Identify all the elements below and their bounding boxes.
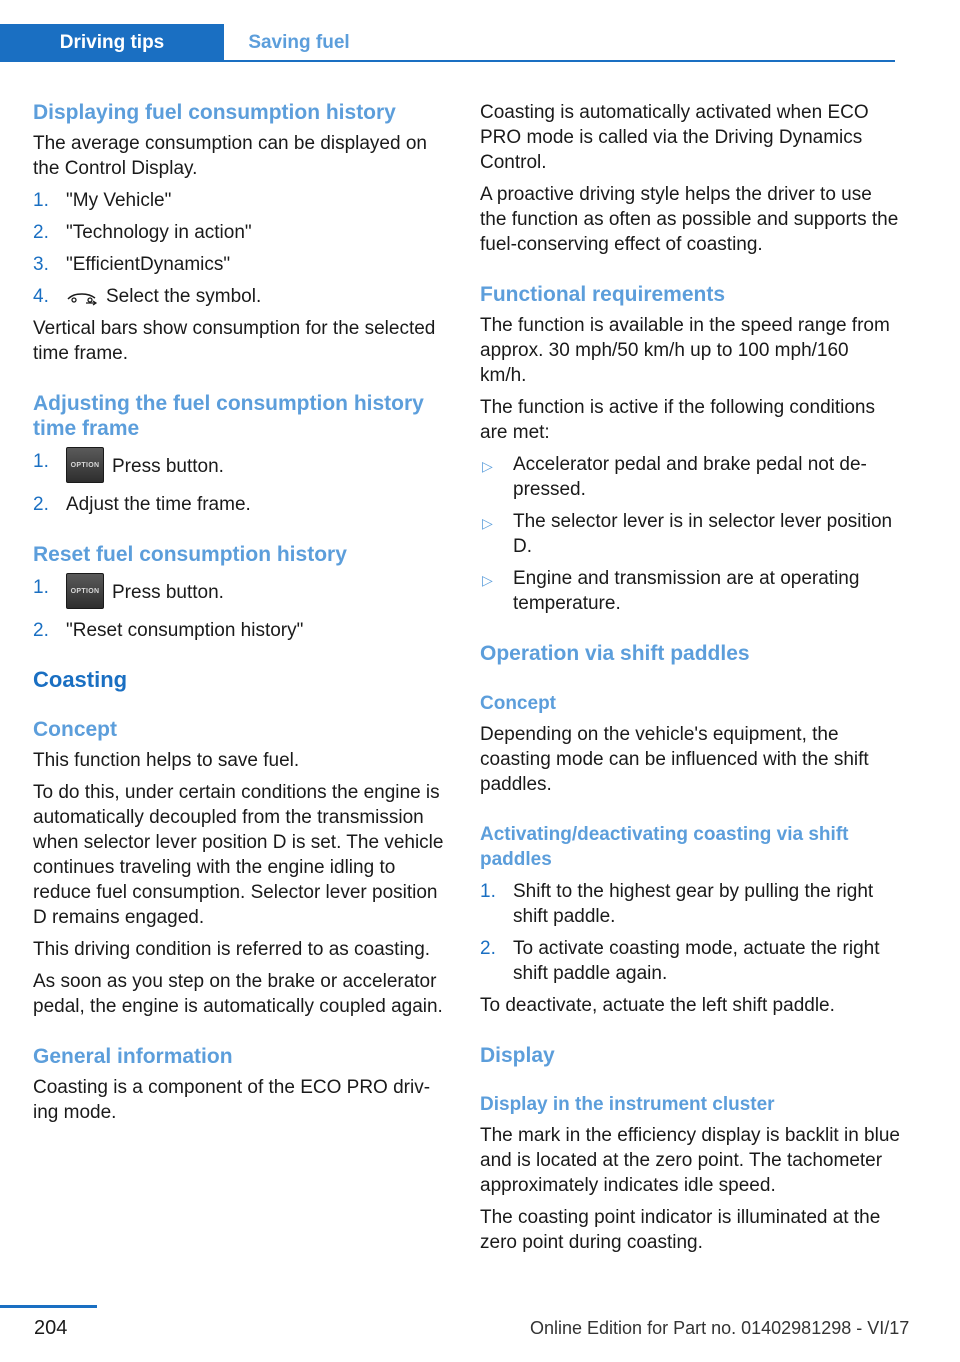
steps-list <box>480 879 900 986</box>
heading-adjust-timeframe: Adjusting the fuel consumption history time frame <box>33 392 424 440</box>
steps-list <box>33 575 448 643</box>
paragraph: This function helps to save fuel. <box>33 750 300 771</box>
heading-fuel-history: Displaying fuel consumption history <box>33 101 396 124</box>
car-symbol-icon <box>66 288 98 306</box>
heading-display: Display <box>480 1044 555 1067</box>
paragraph: This driving condition is referred to as coasting. <box>33 939 431 960</box>
conditions-list <box>480 452 900 616</box>
triangle-bullet-icon: ▷ <box>482 515 493 531</box>
triangle-bullet-icon: ▷ <box>482 458 493 474</box>
heading-paddles-concept: Concept <box>480 693 556 714</box>
list-item: 3. "EfficientDynamics" <box>33 254 231 275</box>
option-button-icon: OPTION <box>66 573 104 609</box>
steps-list <box>33 188 448 309</box>
triangle-bullet-icon: ▷ <box>482 572 493 588</box>
list-item: 2. To activate coasting mode, actuate the right shift paddle again. <box>480 938 880 984</box>
list-item: 2. "Reset consumption history" <box>33 620 304 641</box>
heading-concept: Concept <box>33 718 117 741</box>
page-number: 204 <box>34 1317 68 1339</box>
tab-driving-tips[interactable]: Driving tips <box>0 24 224 62</box>
heading-functional-requirements: Functional requirements <box>480 283 726 306</box>
heading-shift-paddles: Operation via shift paddles <box>480 642 750 665</box>
heading-activating-coasting: Activating/deactivating coasting via shift paddles <box>480 824 849 870</box>
list-item: 1. OPTION Press button. <box>33 575 448 611</box>
heading-reset-history: Reset fuel consumption history <box>33 543 347 566</box>
list-item: ▷ Accelerator pedal and brake pedal not depressed. <box>482 454 867 500</box>
paragraph: The average consumption can be displayed on the Control Display. <box>33 133 427 179</box>
list-item: ▷ The selector lever is in selector lever position D. <box>482 511 893 557</box>
list-item: 2. "Technology in action" <box>33 222 252 243</box>
paragraph: Vertical bars show consumption for the selected time frame. <box>33 318 436 364</box>
heading-coasting: Coasting <box>33 667 128 692</box>
list-item: 1. OPTION Press button. <box>33 449 448 485</box>
heading-instrument-cluster: Display in the instrument cluster <box>480 1094 775 1115</box>
right-column <box>480 100 900 1255</box>
left-column <box>33 100 448 1125</box>
list-item: 1. "My Vehicle" <box>33 190 172 211</box>
paragraph: To deactivate, actuate the left shift paddle. <box>480 995 835 1016</box>
option-button-icon: OPTION <box>66 447 104 483</box>
list-item: 4. Select the symbol. <box>33 286 262 307</box>
paragraph: The coasting point indicator is illuminated at the zero point during coasting. <box>480 1207 881 1253</box>
list-item: 1. Shift to the highest gear by pulling the right shift paddle. <box>480 881 874 927</box>
footer-rule <box>0 1305 97 1308</box>
edition-note: Online Edition for Part no. 01402981298 - VI/17 <box>530 1318 910 1338</box>
paragraph: Coasting is automatically activated when ECO PRO mode is called via the Driving Dynamics Control. <box>480 102 869 173</box>
paragraph: The mark in the efficiency display is backlit in blue and is located at the zero point. The tachometer approximately indicates idle speed. <box>480 1125 900 1196</box>
paragraph: The function is active if the following conditions are met: <box>480 397 875 443</box>
list-item: ▷ Engine and transmission are at operating temperature. <box>482 568 860 614</box>
header-bar <box>0 24 895 62</box>
list-item: 2. Adjust the time frame. <box>33 494 251 515</box>
heading-general-information: General information <box>33 1045 233 1068</box>
paragraph: Depending on the vehicle's equipment, the coasting mode can be influenced with the shift paddles. <box>480 724 869 795</box>
paragraph: The function is available in the speed range from approx. 30 mph/50 km/h up to 100 mph/160 km/h. <box>480 315 890 386</box>
paragraph: To do this, under certain conditions the engine is automatically decoupled from the transmission when selector lever position D is set. The vehicle continues traveling with the engine idling to reduce fuel consumption. Selector lever position D remains engaged. <box>33 782 444 928</box>
paragraph: A proactive driving style helps the driver to use the function as often as possible and supports the fuel-conserving effect of coasting. <box>480 184 899 255</box>
steps-list <box>33 449 448 517</box>
tab-saving-fuel[interactable]: Saving fuel <box>248 32 350 53</box>
paragraph: As soon as you step on the brake or accelerator pedal, the engine is automatically coupled again. <box>33 971 443 1017</box>
paragraph: Coasting is a component of the ECO PRO driving mode. <box>33 1077 431 1123</box>
